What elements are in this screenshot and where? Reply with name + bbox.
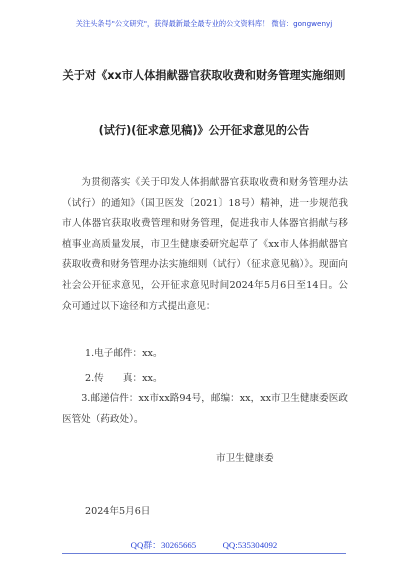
footer-qq-group: QQ群：30265665 [130,540,197,550]
contact-item-email: 1.电子邮件：xx。 [85,348,163,359]
footer-divider [62,553,346,554]
signature-organization: 市卫生健康委 [216,453,274,464]
body-paragraph: 为贯彻落实《关于印发人体捐献器官获取收费和财务管理办法（试行）的通知》（国卫医发〔2021〕18号）精神，进一步规范我市人体器官获取收费管理和财务管理，促进我市人体器官捐献与移植事业高质量发展，市卫生健康委研究起草了《xx市人体捐献器官获取收费和财务管理办法实施细则（试行）（征求意见稿）》。现面向社会公开征求意见，公开征求意见时间2024年5月6日至14日。公众可通过以下途径和方式提出意见： [62,177,348,312]
footer-qq: QQ:535304092 [222,540,278,550]
footer-contacts [0,538,408,551]
signature-date: 2024年5月6日 [85,506,151,517]
document-title-line-2: (试行)(征求意见稿)》公开征求意见的公告 [98,124,310,137]
contact-item-mail: 3.邮递信件：xx市xx路94号，邮编：xx，xx市卫生健康委医政医管处（药政处）。 [62,393,348,425]
contact-item-fax: 2.传 真：xx。 [85,373,163,384]
document-title-line-1: 关于对《xx市人体捐献器官获取收费和财务管理实施细则 [62,69,346,82]
header-banner: 关注头条号"公文研究"，获得最新最全最专业的公文资料库！ 微信：gongwenyj [75,19,333,28]
